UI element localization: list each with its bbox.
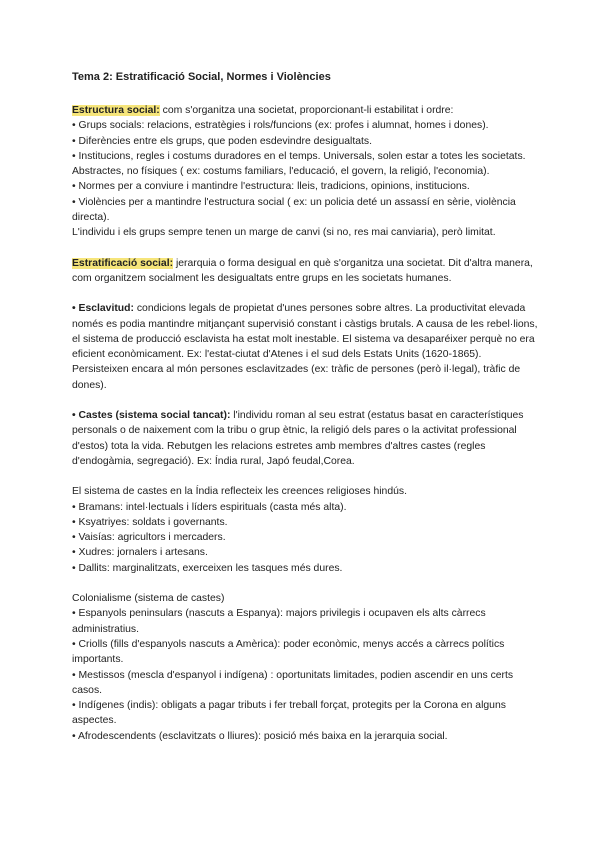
estratificacio-text: jerarquia o forma desigual en què s'organitza una societat. Dit d'altra manera, com organitzem socialment les desigualtats entre grups en les societats humanes. xyxy=(72,257,533,284)
page-title: Tema 2: Estratificació Social, Normes i Violències xyxy=(72,71,331,83)
section-esclavitud xyxy=(72,301,540,393)
estructura-definition xyxy=(72,103,540,118)
list-item: • Afrodescendents (esclavitzats o lliures): posició més baixa en la jerarquia social. xyxy=(72,730,448,742)
section-estratificacio-social xyxy=(72,256,540,287)
estructura-closing: L'individu i els grups sempre tenen un marge de canvi (si no, res mai canviaria), però limitat. xyxy=(72,227,496,239)
list-item: • Institucions, regles i costums duradores en el temps. Universals, solen estar a totes les societats. Abstractes, no físiques ( ex: costums familiars, l'educació, el govern, la religió, l'economia). xyxy=(72,150,526,178)
list-item: • Vaisías: agricultors i mercaders. xyxy=(72,532,226,544)
castes-paragraph xyxy=(72,408,540,469)
colonialisme-intro: Colonialisme (sistema de castes) xyxy=(72,593,225,605)
india-intro: El sistema de castes en la Índia reflecteix les creences religioses hindús. xyxy=(72,486,407,498)
section-estructura-social xyxy=(72,103,540,241)
list-item: • Dallits: marginalitzats, exerceixen les tasques més dures. xyxy=(72,562,343,574)
term-castes: • Castes (sistema social tancat): xyxy=(72,410,231,422)
list-item: • Espanyols peninsulars (nascuts a Espanya): majors privilegis i ocupaven els alts càrrecs administratius. xyxy=(72,608,486,635)
list-item: • Normes per a conviure i mantindre l'estructura: lleis, tradicions, opinions, institucions. xyxy=(72,181,470,193)
esclavitud-paragraph xyxy=(72,301,540,393)
estratificacio-definition xyxy=(72,256,540,287)
term-estructura-social: Estructura social: xyxy=(72,105,160,116)
castes-text: l'individu roman al seu estrat (estatus basat en característiques personals o de naixement com la tribu o grup ètnic, la religió dels pares o la activitat professional d'estos) tota la vida. Rebutgen les relacions estretes amb membres d'altres castes (regles d'endogàmia, segregació). Ex: Índia rural, Japó feudal,Corea. xyxy=(72,410,524,467)
list-item: • Xudres: jornalers i artesans. xyxy=(72,547,208,559)
esclavitud-text: condicions legals de propietat d'unes persones sobre altres. La productivitat elevada només es podia mantindre mitjançant supervisió constant i càstigs brutals. A causa de les rebel·lions, el sistema de producció esclavista ha estat molt inestable. El sistema va desaparéixer perquè no era eficient econòmicament. Ex: l'estat-ciutat d'Atenes i el sud dels Estats Units (1620-1865). Persisteixen encara al món persones esclavitzades (ex: tràfic de persones (però il·legal), tràfic de dones). xyxy=(72,303,538,391)
list-item: • Criolls (fills d'espanyols nascuts a Amèrica): poder econòmic, menys accés a càrrecs polítics importants. xyxy=(72,638,505,666)
term-estratificacio-social: Estratificació social: xyxy=(72,257,174,269)
section-colonialisme xyxy=(72,591,540,744)
list-item: • Bramans: intel·lectuals i líders espirituals (casta més alta). xyxy=(72,501,347,513)
term-esclavitud: • Esclavitud: xyxy=(72,303,134,315)
list-item: • Grups socials: relacions, estratègies i rols/funcions (ex: profes i alumnat, homes i dones). xyxy=(72,120,489,132)
list-item: • Mestissos (mescla d'espanyol i indígena) : oportunitats limitades, podien ascendir en uns certs casos. xyxy=(72,669,514,696)
estructura-intro: com s'organitza una societat, proporcionant-li estabilitat i ordre: xyxy=(159,105,454,116)
list-item: • Violències per a mantindre l'estructura social ( ex: un policia deté un assassí en sèrie, violència directa). xyxy=(72,196,516,224)
list-item: • Ksyatriyes: soldats i governants. xyxy=(72,516,228,528)
section-castes xyxy=(72,408,540,469)
list-item: • Indígenes (indis): obligats a pagar tributs i fer treball forçat, protegits per la Corona en alguns aspectes. xyxy=(72,700,506,727)
list-item: • Diferències entre els grups, que poden esdevindre desigualtats. xyxy=(72,135,372,147)
section-india xyxy=(72,484,540,576)
